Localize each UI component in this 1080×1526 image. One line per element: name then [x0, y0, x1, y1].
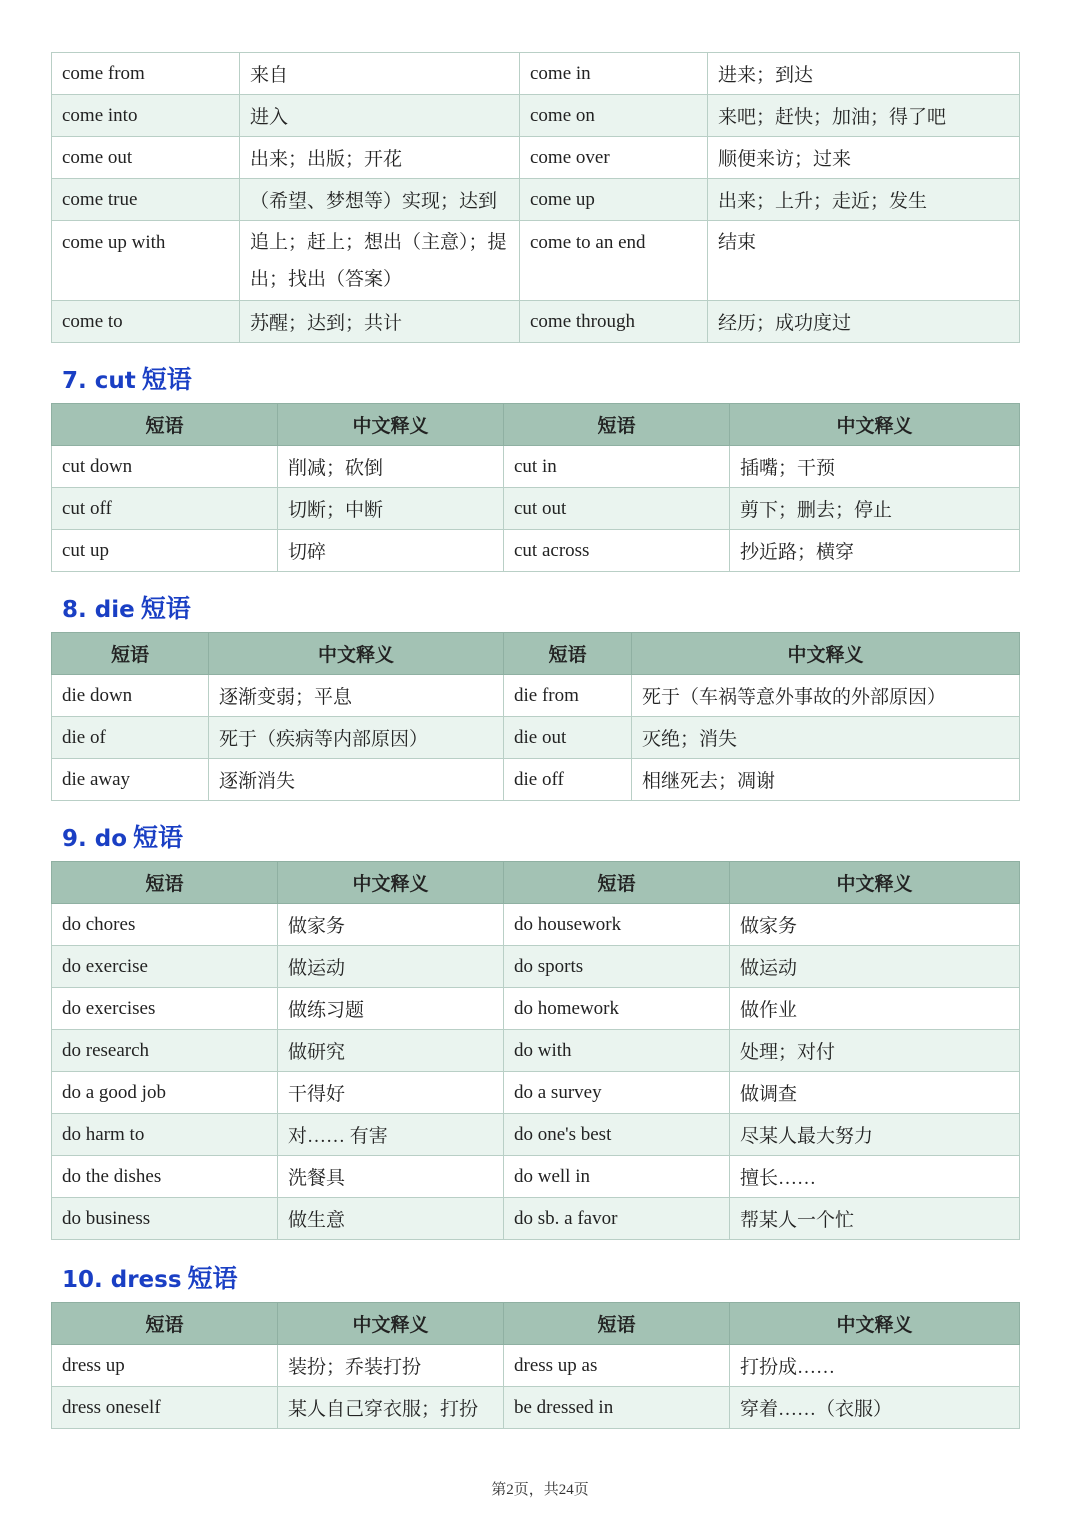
meaning-cell: 对…… 有害: [278, 1114, 504, 1156]
column-header: 中文释义: [730, 862, 1020, 904]
column-header: 短语: [52, 404, 278, 446]
phrase-cell: do a survey: [504, 1072, 730, 1114]
meaning-cell: 结束: [708, 221, 1020, 301]
phrase-cell: die away: [52, 759, 209, 801]
phrase-cell: do harm to: [52, 1114, 278, 1156]
meaning-cell: 穿着……（衣服）: [730, 1387, 1020, 1429]
meaning-cell: 做运动: [278, 946, 504, 988]
meaning-cell: 切断；中断: [278, 488, 504, 530]
meaning-cell: （希望、梦想等）实现；达到: [240, 179, 520, 221]
meaning-cell: 做运动: [730, 946, 1020, 988]
column-header: 短语: [504, 862, 730, 904]
phrase-cell: come up with: [52, 221, 240, 301]
table-row: [52, 904, 1020, 946]
phrase-cell: dress up as: [504, 1345, 730, 1387]
meaning-cell: 插嘴；干预: [730, 446, 1020, 488]
table-row: [52, 717, 1020, 759]
meaning-cell: 追上；赶上；想出（主意）；提出；找出（答案）: [240, 221, 520, 301]
meaning-cell: 做研究: [278, 1030, 504, 1072]
column-header: 短语: [52, 633, 209, 675]
meaning-cell: 某人自己穿衣服；打扮: [278, 1387, 504, 1429]
table-row: [52, 1387, 1020, 1429]
column-header: 短语: [52, 862, 278, 904]
section-title-zh: 短语: [140, 594, 191, 623]
section-title-dress: [62, 1259, 238, 1295]
phrase-cell: die down: [52, 675, 209, 717]
table-header-row: [52, 862, 1020, 904]
phrase-cell: come up: [520, 179, 708, 221]
phrase-cell: do exercise: [52, 946, 278, 988]
meaning-cell: 死于（车祸等意外事故的外部原因）: [632, 675, 1020, 717]
phrase-cell: dress up: [52, 1345, 278, 1387]
phrase-cell: come in: [520, 53, 708, 95]
column-header: 短语: [504, 404, 730, 446]
meaning-cell: 抄近路；横穿: [730, 530, 1020, 572]
dress-phrase-table: [51, 1302, 1020, 1429]
meaning-cell: 相继死去；凋谢: [632, 759, 1020, 801]
column-header: 短语: [52, 1303, 278, 1345]
phrase-cell: cut up: [52, 530, 278, 572]
meaning-cell: 处理；对付: [730, 1030, 1020, 1072]
meaning-cell: 做练习题: [278, 988, 504, 1030]
meaning-cell: 来吧；赶快；加油；得了吧: [708, 95, 1020, 137]
meaning-cell: 切碎: [278, 530, 504, 572]
phrase-cell: die out: [504, 717, 632, 759]
table-row: [52, 759, 1020, 801]
section-title-zh: 短语: [133, 823, 184, 852]
die-phrase-table: [51, 632, 1020, 801]
phrase-cell: come to an end: [520, 221, 708, 301]
meaning-cell: 进入: [240, 95, 520, 137]
table-header-row: [52, 633, 1020, 675]
meaning-cell: 顺便来访；过来: [708, 137, 1020, 179]
phrase-cell: come on: [520, 95, 708, 137]
page-number: 第2页，共24页: [491, 1482, 589, 1498]
column-header: 中文释义: [278, 404, 504, 446]
meaning-cell: 出来；上升；走近；发生: [708, 179, 1020, 221]
column-header: 中文释义: [278, 862, 504, 904]
phrase-cell: do sb. a favor: [504, 1198, 730, 1240]
table-row: [52, 675, 1020, 717]
meaning-cell: 死于（疾病等内部原因）: [209, 717, 504, 759]
phrase-cell: do well in: [504, 1156, 730, 1198]
meaning-cell: 做调查: [730, 1072, 1020, 1114]
table-row: [52, 137, 1020, 179]
phrase-cell: come from: [52, 53, 240, 95]
meaning-cell: 逐渐变弱；平息: [209, 675, 504, 717]
phrase-cell: come true: [52, 179, 240, 221]
phrase-cell: cut off: [52, 488, 278, 530]
phrase-cell: come to: [52, 301, 240, 343]
meaning-cell: 做家务: [278, 904, 504, 946]
meaning-cell: 洗餐具: [278, 1156, 504, 1198]
meaning-cell: 擅长……: [730, 1156, 1020, 1198]
column-header: 中文释义: [730, 404, 1020, 446]
meaning-cell: 干得好: [278, 1072, 504, 1114]
phrase-cell: cut across: [504, 530, 730, 572]
table-row: [52, 530, 1020, 572]
column-header: 中文释义: [278, 1303, 504, 1345]
meaning-cell: 剪下；删去；停止: [730, 488, 1020, 530]
phrase-cell: cut out: [504, 488, 730, 530]
meaning-cell: 苏醒；达到；共计: [240, 301, 520, 343]
do-phrase-table: [51, 861, 1020, 1240]
phrase-cell: die of: [52, 717, 209, 759]
section-title-en: 9. do: [62, 826, 128, 852]
meaning-cell: 装扮；乔装打扮: [278, 1345, 504, 1387]
phrase-cell: do the dishes: [52, 1156, 278, 1198]
table-header-row: [52, 1303, 1020, 1345]
column-header: 短语: [504, 1303, 730, 1345]
phrase-cell: do sports: [504, 946, 730, 988]
table-header-row: [52, 404, 1020, 446]
table-row: [52, 1198, 1020, 1240]
table-row: [52, 301, 1020, 343]
come-phrase-table: [51, 52, 1020, 343]
meaning-cell: 经历；成功度过: [708, 301, 1020, 343]
column-header: 中文释义: [209, 633, 504, 675]
table-row: [52, 1072, 1020, 1114]
meaning-cell: 做家务: [730, 904, 1020, 946]
table-row: [52, 988, 1020, 1030]
table-row: [52, 446, 1020, 488]
table-row: [52, 1156, 1020, 1198]
phrase-cell: come through: [520, 301, 708, 343]
phrase-cell: dress oneself: [52, 1387, 278, 1429]
phrase-cell: do research: [52, 1030, 278, 1072]
meaning-cell: 帮某人一个忙: [730, 1198, 1020, 1240]
phrase-cell: be dressed in: [504, 1387, 730, 1429]
meaning-cell: 灭绝；消失: [632, 717, 1020, 759]
meaning-cell: 来自: [240, 53, 520, 95]
phrase-cell: come over: [520, 137, 708, 179]
meaning-cell: 进来；到达: [708, 53, 1020, 95]
column-header: 短语: [504, 633, 632, 675]
column-header: 中文释义: [632, 633, 1020, 675]
table-row: [52, 221, 1020, 301]
phrase-cell: come into: [52, 95, 240, 137]
phrase-cell: do a good job: [52, 1072, 278, 1114]
section-title-en: 10. dress: [62, 1267, 182, 1293]
table-row: [52, 1345, 1020, 1387]
meaning-cell: 做作业: [730, 988, 1020, 1030]
phrase-cell: die off: [504, 759, 632, 801]
phrase-cell: do with: [504, 1030, 730, 1072]
table-row: [52, 1030, 1020, 1072]
table-row: [52, 946, 1020, 988]
section-title-en: 8. die: [62, 597, 135, 623]
phrase-cell: do chores: [52, 904, 278, 946]
section-title-die: [62, 589, 191, 625]
meaning-cell: 削减；砍倒: [278, 446, 504, 488]
meaning-cell: 打扮成……: [730, 1345, 1020, 1387]
phrase-cell: cut in: [504, 446, 730, 488]
section-title-zh: 短语: [141, 365, 192, 394]
table-row: [52, 488, 1020, 530]
table-row: [52, 179, 1020, 221]
section-title-cut: [62, 360, 192, 396]
meaning-cell: 做生意: [278, 1198, 504, 1240]
phrase-cell: do one's best: [504, 1114, 730, 1156]
cut-phrase-table: [51, 403, 1020, 572]
table-row: [52, 53, 1020, 95]
phrase-cell: do business: [52, 1198, 278, 1240]
phrase-cell: do housework: [504, 904, 730, 946]
phrase-cell: die from: [504, 675, 632, 717]
section-title-en: 7. cut: [62, 368, 136, 394]
section-title-do: [62, 818, 183, 854]
meaning-cell: 出来；出版；开花: [240, 137, 520, 179]
column-header: 中文释义: [730, 1303, 1020, 1345]
table-row: [52, 1114, 1020, 1156]
phrase-cell: come out: [52, 137, 240, 179]
phrase-cell: cut down: [52, 446, 278, 488]
meaning-cell: 逐渐消失: [209, 759, 504, 801]
meaning-cell: 尽某人最大努力: [730, 1114, 1020, 1156]
phrase-cell: do homework: [504, 988, 730, 1030]
table-row: [52, 95, 1020, 137]
phrase-cell: do exercises: [52, 988, 278, 1030]
section-title-zh: 短语: [187, 1264, 238, 1293]
